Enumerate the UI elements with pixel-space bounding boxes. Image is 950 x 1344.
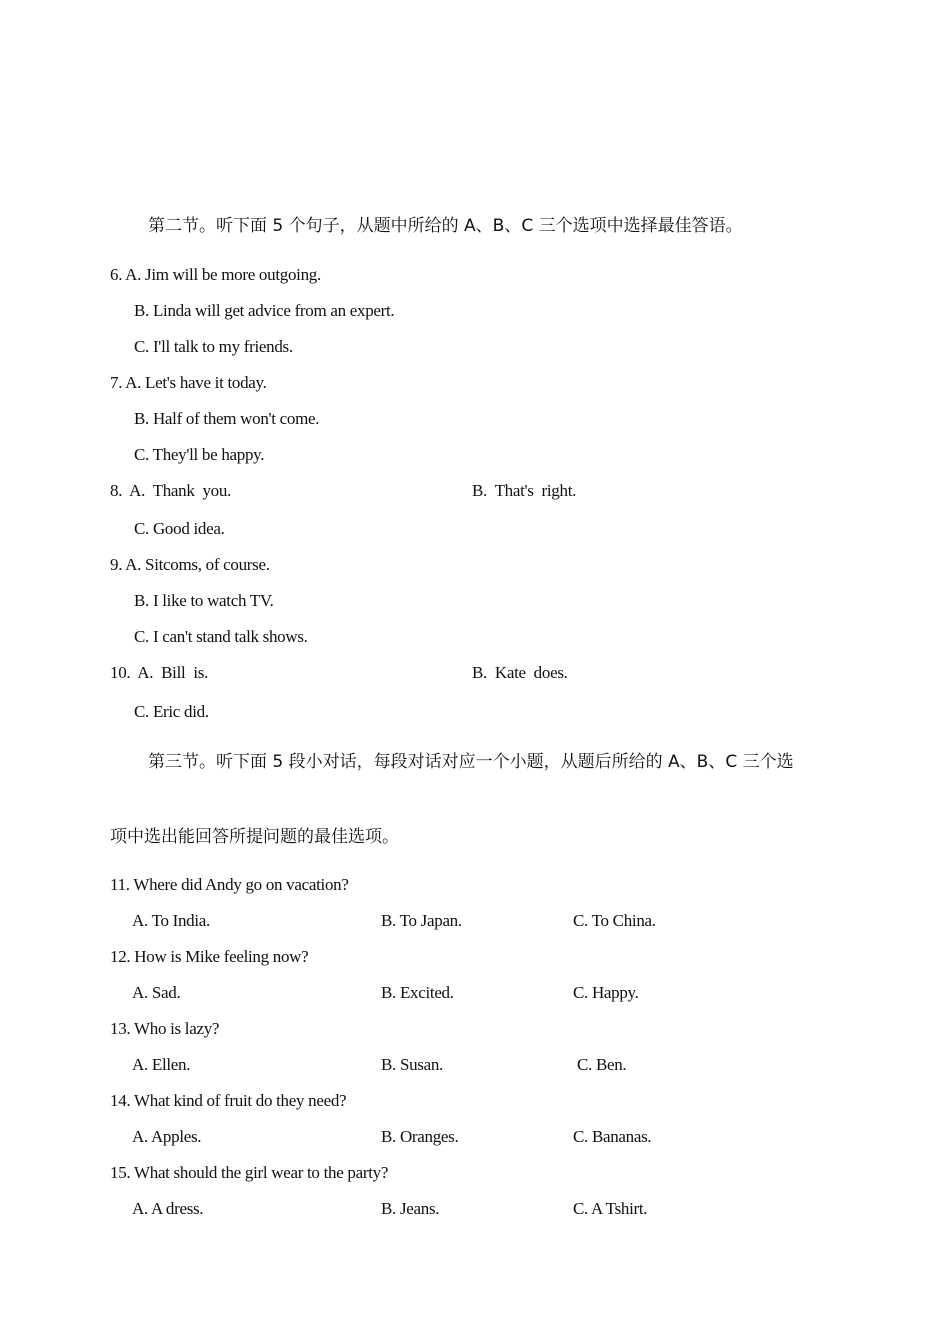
q9-option-c: C. I can't stand talk shows. (134, 627, 308, 646)
q6-option-a: 6. A. Jim will be more outgoing. (110, 265, 321, 284)
q12-option-b: B. Excited. (381, 983, 454, 1002)
q15-option-c: C. A Tshirt. (573, 1199, 648, 1218)
q8-option-c: C. Good idea. (134, 519, 225, 538)
q6-option-c: C. I'll talk to my friends. (134, 337, 293, 356)
q15-question: 15. What should the girl wear to the party? (110, 1163, 389, 1182)
q8-option-b: B. That's right. (472, 481, 577, 500)
q9-option-a: 9. A. Sitcoms, of course. (110, 555, 270, 574)
q10-option-b: B. Kate does. (472, 663, 568, 682)
q12-option-a: A. Sad. (132, 983, 181, 1002)
q13-option-a: A. Ellen. (132, 1055, 191, 1074)
q11-question: 11. Where did Andy go on vacation? (110, 875, 349, 894)
q7-option-b: B. Half of them won't come. (134, 409, 320, 428)
q13-option-c: C. Ben. (577, 1055, 627, 1074)
q14-option-b: B. Oranges. (381, 1127, 459, 1146)
q10-option-a: 10. A. Bill is. (110, 663, 209, 682)
q11-option-c: C. To China. (573, 911, 656, 930)
q15-option-a: A. A dress. (132, 1199, 204, 1218)
q8-option-a: 8. A. Thank you. (110, 481, 232, 500)
q15-option-b: B. Jeans. (381, 1199, 440, 1218)
section3-heading-line2: 项中选出能回答所提问题的最佳选项。 (110, 827, 399, 847)
q14-option-a: A. Apples. (132, 1127, 202, 1146)
q7-option-a: 7. A. Let's have it today. (110, 373, 267, 392)
q6-option-b: B. Linda will get advice from an expert. (134, 301, 395, 320)
section3-heading-line1: 第三节。听下面 5 段小对话，每段对话对应一个小题，从题后所给的 A、B、C 三个选 (148, 752, 794, 772)
q10-option-c: C. Eric did. (134, 702, 209, 721)
q13-question: 13. Who is lazy? (110, 1019, 220, 1038)
q7-option-c: C. They'll be happy. (134, 445, 265, 464)
q14-question: 14. What kind of fruit do they need? (110, 1091, 347, 1110)
q9-option-b: B. I like to watch TV. (134, 591, 274, 610)
q14-option-c: C. Bananas. (573, 1127, 652, 1146)
q13-option-b: B. Susan. (381, 1055, 444, 1074)
q12-question: 12. How is Mike feeling now? (110, 947, 309, 966)
section2-heading: 第二节。听下面 5 个句子，从题中所给的 A、B、C 三个选项中选择最佳答语。 (148, 216, 743, 236)
q11-option-b: B. To Japan. (381, 911, 462, 930)
q12-option-c: C. Happy. (573, 983, 639, 1002)
q11-option-a: A. To India. (132, 911, 210, 930)
